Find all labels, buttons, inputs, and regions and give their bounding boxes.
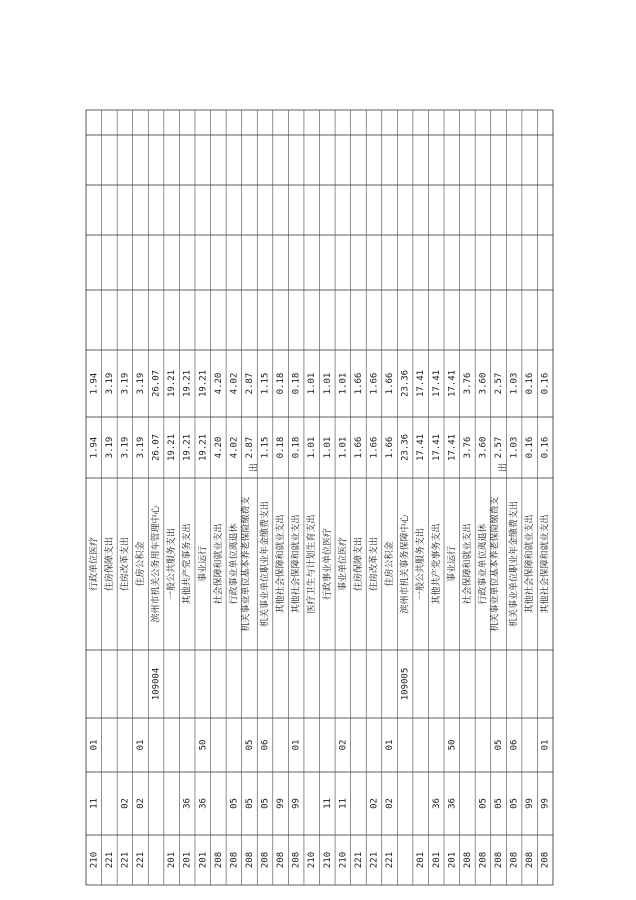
total-value-cell: 1.66	[369, 436, 380, 459]
class-code-cell: 221	[120, 851, 131, 869]
item-name-cell: 其他社会保障和就业支出	[276, 514, 287, 614]
class-code-cell: 208	[244, 851, 255, 869]
unit-code-cell: 109004	[151, 667, 162, 701]
item-name-cell: 机关事业单位基本养老保险缴费支	[241, 496, 252, 632]
item-name-cell: 住房保障支出	[353, 536, 364, 592]
subtotal-value-cell: 3.19	[135, 372, 146, 395]
section-code-cell: 05	[494, 798, 505, 809]
class-code-cell: 208	[276, 851, 287, 869]
subtotal-value-cell: 3.19	[104, 372, 115, 395]
subtotal-value-cell: 3.60	[478, 372, 489, 395]
class-code-cell: 201	[167, 851, 178, 869]
table-grid	[86, 110, 553, 885]
item-name-cell: 滨州市机关公务用车管理中心	[151, 505, 162, 623]
section-code-cell: 11	[89, 798, 100, 809]
item-name-cell: 机关事业单位基本养老保险缴费支	[490, 496, 501, 632]
subtotal-value-cell: 19.21	[198, 369, 209, 398]
subtotal-value-cell: 1.66	[385, 372, 396, 395]
total-value-cell: 19.21	[198, 433, 209, 462]
item-code-cell: 50	[198, 739, 209, 751]
section-code-cell: 02	[369, 798, 380, 809]
item-name-cell: 其他共产党事务支出	[182, 523, 193, 605]
subtotal-value-cell: 0.18	[291, 372, 302, 395]
item-name-cell: 住房保障支出	[104, 536, 115, 592]
item-name-cell: 机关事业单位职业年金缴费支出	[260, 500, 271, 628]
subtotal-value-cell: 2.57	[494, 372, 505, 395]
class-code-cell: 221	[353, 851, 364, 869]
class-code-cell: 201	[198, 851, 209, 869]
subtotal-value-cell: 17.41	[416, 369, 427, 398]
subtotal-value-cell: 0.16	[540, 372, 551, 395]
total-value-cell: 3.19	[120, 436, 131, 459]
class-code-cell: 210	[322, 851, 333, 869]
total-value-cell: 1.01	[338, 436, 349, 459]
item-code-cell: 01	[291, 739, 302, 751]
class-code-cell: 208	[260, 851, 271, 869]
item-code-cell: 06	[260, 739, 271, 751]
class-code-cell: 221	[385, 851, 396, 869]
item-name-cell: 事业运行	[447, 545, 458, 583]
subtotal-value-cell: 1.66	[369, 372, 380, 395]
total-value-cell: 1.01	[322, 436, 333, 459]
item-name-cell: 医疗卫生与计划生育支出	[307, 514, 318, 614]
total-value-cell: 23.36	[400, 433, 411, 462]
total-value-cell: 17.41	[431, 433, 442, 462]
total-value-cell: 4.02	[229, 436, 240, 459]
total-value-cell: 17.41	[447, 433, 458, 462]
class-code-cell: 210	[89, 851, 100, 869]
subtotal-value-cell: 1.94	[89, 372, 100, 395]
total-value-cell: 3.19	[135, 436, 146, 459]
subtotal-value-cell: 4.02	[229, 372, 240, 395]
class-code-cell: 208	[229, 851, 240, 869]
subtotal-value-cell: 0.18	[276, 372, 287, 395]
item-name-cell: 社会保障和就业支出	[462, 523, 473, 605]
section-code-cell: 02	[135, 798, 146, 809]
subtotal-value-cell: 1.15	[260, 372, 271, 395]
item-name-cell: 其他共产党事务支出	[431, 523, 442, 605]
subtotal-value-cell: 19.21	[182, 369, 193, 398]
item-code-cell: 01	[385, 739, 396, 751]
class-code-cell: 208	[494, 851, 505, 869]
item-name-cell: 出	[498, 462, 509, 473]
subtotal-value-cell: 3.76	[462, 372, 473, 395]
section-code-cell: 36	[447, 798, 458, 809]
total-value-cell: 1.66	[353, 436, 364, 459]
item-name-cell: 行政事业单位离退休	[478, 523, 489, 605]
item-code-cell: 01	[135, 739, 146, 751]
total-value-cell: 1.01	[307, 436, 318, 459]
section-code-cell: 05	[260, 798, 271, 809]
total-value-cell: 2.57	[494, 436, 505, 459]
item-code-cell: 01	[89, 739, 100, 751]
section-code-cell: 99	[525, 798, 536, 809]
item-name-cell: 行政事业单位医疗	[322, 527, 333, 601]
section-code-cell: 36	[431, 798, 442, 809]
section-code-cell: 05	[478, 798, 489, 809]
item-name-cell: 住房改革支出	[120, 536, 131, 592]
item-name-cell: 住房改革支出	[369, 536, 380, 592]
subtotal-value-cell: 19.21	[167, 369, 178, 398]
item-name-cell: 其他社会保障和就业支出	[540, 514, 551, 614]
class-code-cell: 201	[416, 851, 427, 869]
unit-code-cell: 109005	[400, 667, 411, 701]
subtotal-value-cell: 0.16	[525, 372, 536, 395]
subtotal-value-cell: 1.01	[307, 372, 318, 395]
total-value-cell: 1.94	[89, 436, 100, 459]
class-code-cell: 208	[478, 851, 489, 869]
section-code-cell: 36	[182, 798, 193, 809]
class-code-cell: 208	[291, 851, 302, 869]
item-name-cell: 其他社会保障和就业支出	[291, 514, 302, 614]
subtotal-value-cell: 1.01	[338, 372, 349, 395]
class-code-cell: 210	[307, 851, 318, 869]
total-value-cell: 1.15	[260, 436, 271, 459]
item-name-cell: 一般公共服务支出	[416, 527, 427, 601]
item-name-cell: 一般公共服务支出	[167, 527, 178, 601]
item-name-cell: 事业单位医疗	[338, 536, 349, 592]
section-code-cell: 36	[198, 798, 209, 809]
total-value-cell: 19.21	[182, 433, 193, 462]
section-code-cell: 05	[509, 798, 520, 809]
item-code-cell: 05	[494, 739, 505, 751]
total-value-cell: 26.07	[151, 433, 162, 462]
table-cells	[87, 370, 550, 868]
total-value-cell: 3.19	[104, 436, 115, 459]
item-name-cell: 滨州市机关事务保障中心	[400, 514, 411, 614]
subtotal-value-cell: 3.19	[120, 372, 131, 395]
class-code-cell: 201	[182, 851, 193, 869]
section-code-cell: 02	[120, 798, 131, 809]
item-name-cell: 出	[249, 462, 260, 473]
subtotal-value-cell: 26.07	[151, 369, 162, 398]
item-code-cell: 05	[244, 739, 255, 751]
section-code-cell: 05	[229, 798, 240, 809]
total-value-cell: 3.60	[478, 436, 489, 459]
section-code-cell: 99	[540, 798, 551, 809]
total-value-cell: 0.18	[291, 436, 302, 459]
total-value-cell: 19.21	[167, 433, 178, 462]
total-value-cell: 1.03	[509, 436, 520, 459]
subtotal-value-cell: 17.41	[447, 369, 458, 398]
class-code-cell: 208	[213, 851, 224, 869]
class-code-cell: 221	[369, 851, 380, 869]
total-value-cell: 2.87	[244, 436, 255, 459]
class-code-cell: 201	[447, 851, 458, 869]
item-code-cell: 50	[447, 739, 458, 751]
subtotal-value-cell: 4.20	[213, 372, 224, 395]
item-name-cell: 事业运行	[198, 545, 209, 583]
section-code-cell: 11	[322, 798, 333, 809]
item-name-cell: 住房公积金	[135, 541, 146, 587]
subtotal-value-cell: 23.36	[400, 369, 411, 398]
item-name-cell: 其他社会保障和就业支出	[525, 514, 536, 614]
item-name-cell: 机关事业单位职业年金缴费支出	[509, 500, 520, 628]
item-code-cell: 02	[338, 739, 349, 751]
class-code-cell: 208	[509, 851, 520, 869]
total-value-cell: 0.16	[525, 436, 536, 459]
class-code-cell: 208	[525, 851, 536, 869]
section-code-cell: 02	[385, 798, 396, 809]
item-code-cell: 06	[509, 739, 520, 751]
item-name-cell: 社会保障和就业支出	[213, 523, 224, 605]
item-name-cell: 行政事业单位离退休	[229, 523, 240, 605]
class-code-cell: 221	[135, 851, 146, 869]
section-code-cell: 99	[291, 798, 302, 809]
class-code-cell: 221	[104, 851, 115, 869]
subtotal-value-cell: 1.01	[322, 372, 333, 395]
subtotal-value-cell: 17.41	[431, 369, 442, 398]
item-code-cell: 01	[540, 739, 551, 751]
section-code-cell: 05	[244, 798, 255, 809]
class-code-cell: 208	[540, 851, 551, 869]
total-value-cell: 0.16	[540, 436, 551, 459]
class-code-cell: 201	[431, 851, 442, 869]
subtotal-value-cell: 1.03	[509, 372, 520, 395]
total-value-cell: 1.66	[385, 436, 396, 459]
section-code-cell: 11	[338, 798, 349, 809]
total-value-cell: 3.76	[462, 436, 473, 459]
total-value-cell: 4.20	[213, 436, 224, 459]
item-name-cell: 行政单位医疗	[89, 536, 100, 592]
section-code-cell: 99	[276, 798, 287, 809]
class-code-cell: 210	[338, 851, 349, 869]
subtotal-value-cell: 1.66	[353, 372, 364, 395]
class-code-cell: 208	[462, 851, 473, 869]
item-name-cell: 住房公积金	[385, 541, 396, 587]
total-value-cell: 0.18	[276, 436, 287, 459]
subtotal-value-cell: 2.87	[244, 372, 255, 395]
total-value-cell: 17.41	[416, 433, 427, 462]
